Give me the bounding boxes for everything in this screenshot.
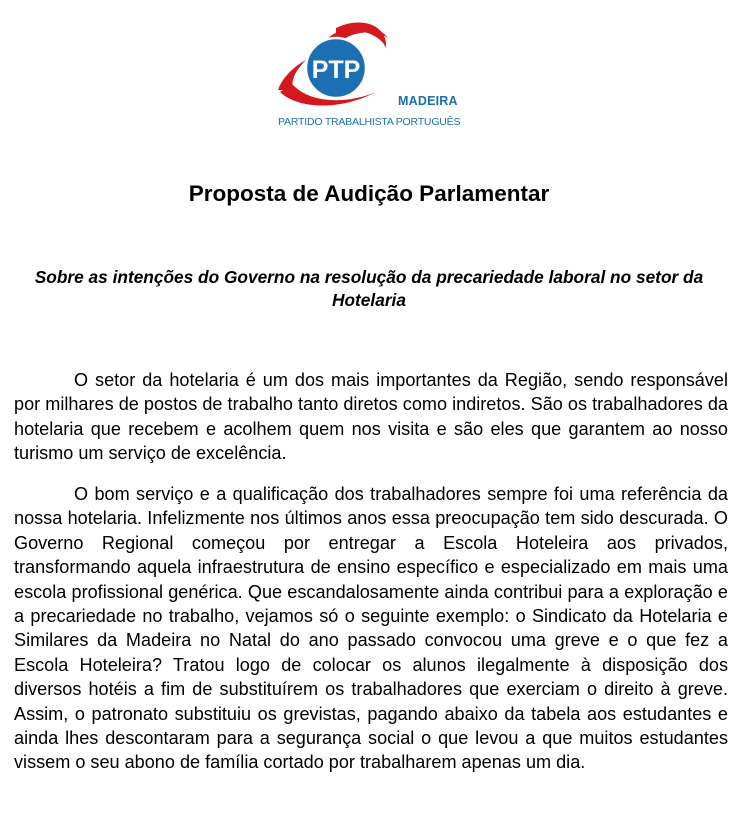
party-logo bbox=[276, 20, 466, 132]
logo-region-label: MADEIRA bbox=[398, 94, 458, 108]
body-paragraph: O setor da hotelaria é um dos mais importantes da Região, sendo responsável por milhares de postos de trabalho tanto diretos como indiretos. São os trabalhadores da hotelaria que recebem e acolhem quem nos visita e são eles que garantem ao nosso turismo um serviço de excelência. bbox=[14, 370, 728, 464]
document-subtitle: Sobre as intenções do Governo na resolução da precariedade laboral no setor da Hotelaria bbox=[34, 267, 704, 310]
body-paragraph: O bom serviço e a qualificação dos trabalhadores sempre foi uma referência da nossa hotelaria. Infelizmente nos últimos anos essa preocupação tem sido descurada. O Governo Regional começou por entregar a Escola Hoteleira aos privados, transformando aquela infraestrutura de ensino específico e especializado em mais uma escola profissional genérica. Que escandalosamente ainda contribui para a exploração e a precariedade no trabalho, vejamos só o seguinte exemplo: o Sindicato da Hotelaria e Similares da Madeira no Natal do ano passado convocou uma greve e o que fez a Escola Hoteleira? Tratou logo de colocar os alunos ilegalmente à disposição dos diversos hotéis a fim de substituírem os trabalhadores que exerciam o direito à greve. Assim, o patronato substituiu os grevistas, pagando abaixo da tabela aos estudantes e ainda lhes descontaram para a segurança social o que levou a que muitos estudantes vissem o seu abono de família cortado por trabalharem apenas um dia. bbox=[14, 484, 728, 773]
document-title: Proposta de Audição Parlamentar bbox=[188, 181, 550, 206]
logo-party-name: PARTIDO TRABALHISTA PORTUGUÊS bbox=[278, 116, 461, 128]
logo-initials: PTP bbox=[311, 56, 361, 84]
